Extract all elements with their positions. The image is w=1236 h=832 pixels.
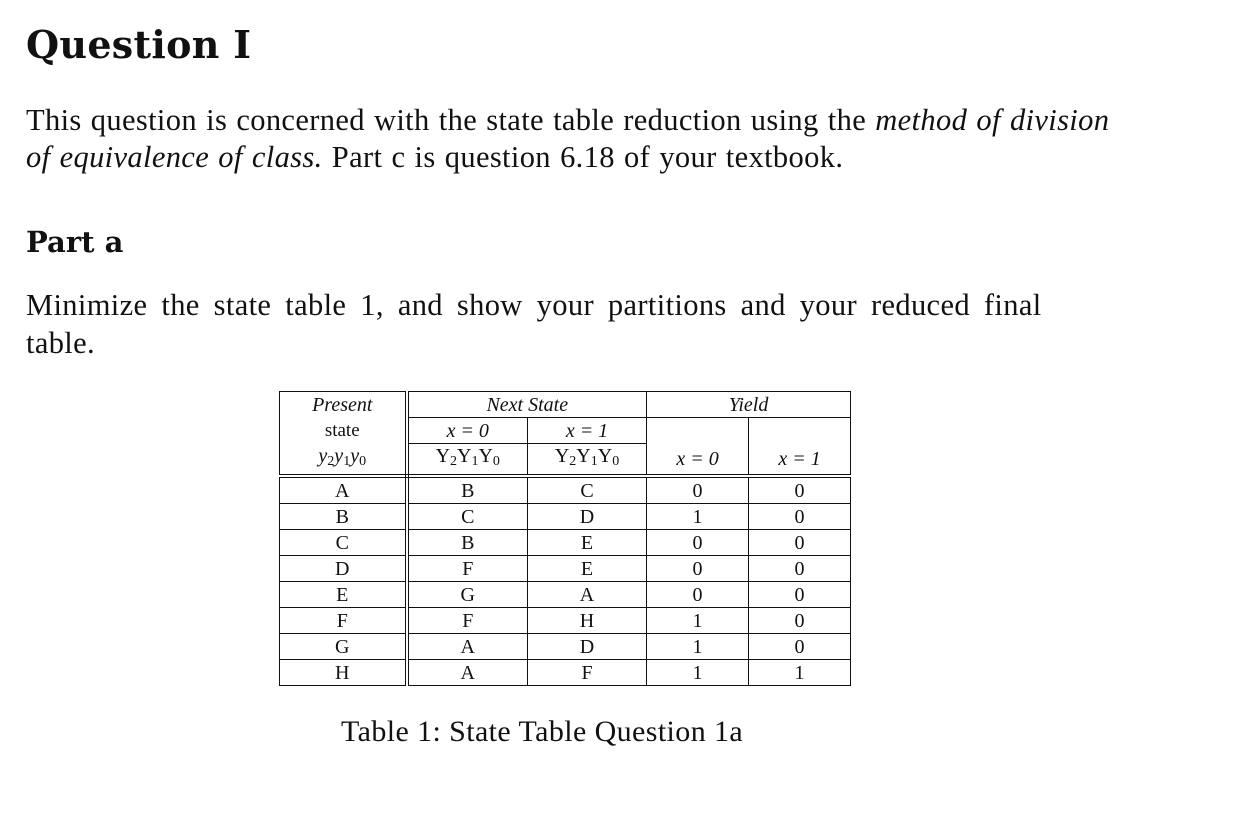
cell-present: G [280,634,407,660]
cell-present: H [280,660,407,686]
cell-next-x1: H [528,608,647,634]
cell-next-x1: C [528,476,647,504]
intro-text-2: Part c is question 6.18 of your textbook. [322,140,844,174]
header-yield-spacer-0 [647,418,749,444]
table-row [280,634,851,660]
question-title: Question I [26,22,252,67]
table-row [280,530,851,556]
cell-yield-x1: 0 [749,504,851,530]
cell-next-x0: F [407,608,528,634]
header-state: state [280,418,407,444]
cell-present: E [280,582,407,608]
cell-yield-x0: 0 [647,582,749,608]
cell-yield-x0: 0 [647,530,749,556]
cell-next-x0: B [407,530,528,556]
header-next-state: Next State [407,392,647,418]
intro-text-1: This question is concerned with the state table reduction using the [26,103,876,137]
header-next-vars-x1: $Y_2Y_1Y_0$ [528,444,647,477]
cell-present: F [280,608,407,634]
table-row [280,504,851,530]
cell-next-x1: E [528,530,647,556]
task-line-1: Minimize the state table 1, and show your partitions and your reduced final [26,288,1042,322]
cell-yield-x0: 0 [647,476,749,504]
cell-next-x0: A [407,660,528,686]
table-caption: Table 1: State Table Question 1a [341,715,744,748]
cell-next-x0: A [407,634,528,660]
cell-yield-x0: 1 [647,634,749,660]
cell-yield-x1: 0 [749,608,851,634]
intro-emphasis: method of division of equivalence of class. [26,103,1110,174]
table-row [280,476,851,504]
cell-yield-x0: 1 [647,608,749,634]
cell-yield-x1: 0 [749,582,851,608]
cell-yield-x1: 1 [749,660,851,686]
cell-yield-x1: 0 [749,556,851,582]
cell-yield-x1: 0 [749,634,851,660]
task-line-2: table. [26,326,95,360]
cell-next-x1: A [528,582,647,608]
cell-next-x1: D [528,634,647,660]
cell-present: C [280,530,407,556]
cell-next-x0: B [407,476,528,504]
table-row [280,556,851,582]
cell-next-x0: G [407,582,528,608]
cell-yield-x0: 1 [647,660,749,686]
table-row [280,582,851,608]
part-a-title: Part a [26,225,124,259]
cell-yield-x1: 0 [749,476,851,504]
header-present-vars: y2y1y0 [280,444,407,477]
question-intro [26,102,1121,176]
header-yield-spacer-1 [749,418,851,444]
part-a-task [26,286,1116,362]
header-next-x0: x = 0 [407,418,528,444]
cell-present: D [280,556,407,582]
table-row [280,608,851,634]
cell-present: B [280,504,407,530]
cell-next-x1: F [528,660,647,686]
cell-next-x1: E [528,556,647,582]
cell-next-x1: D [528,504,647,530]
cell-present: A [280,476,407,504]
cell-next-x0: F [407,556,528,582]
state-table [279,391,851,686]
header-yield: Yield [647,392,851,418]
cell-yield-x0: 0 [647,556,749,582]
cell-next-x0: C [407,504,528,530]
cell-yield-x1: 0 [749,530,851,556]
cell-yield-x0: 1 [647,504,749,530]
header-next-x1: x = 1 [528,418,647,444]
header-present: Present [280,392,407,418]
header-yield-x1: x = 1 [749,444,851,477]
header-next-vars-x0: $Y_2Y_1Y_0$ [407,444,528,477]
header-yield-x0: x = 0 [647,444,749,477]
table-row [280,660,851,686]
